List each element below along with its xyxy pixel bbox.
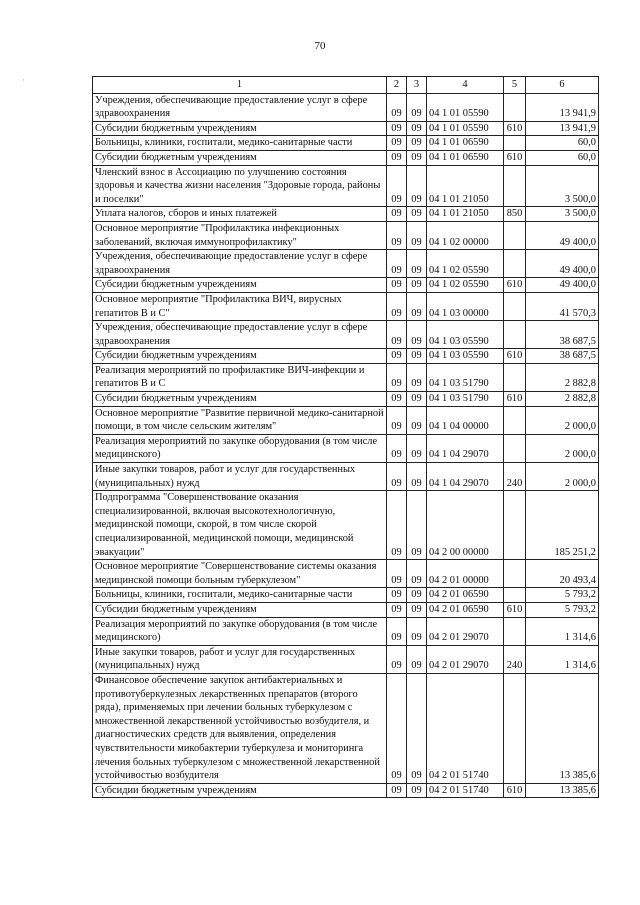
row-subsection-cell: 09 <box>407 363 427 391</box>
row-subsection-cell: 09 <box>407 250 427 278</box>
row-expense-type-cell <box>504 321 526 349</box>
row-target-article-cell: 04 2 01 51740 <box>427 673 504 783</box>
row-section-cell: 09 <box>387 165 407 207</box>
row-amount-cell: 13 385,6 <box>526 783 599 798</box>
row-target-article-cell: 04 2 01 29070 <box>427 645 504 673</box>
row-subsection-cell: 09 <box>407 645 427 673</box>
row-target-article-cell: 04 2 00 00000 <box>427 491 504 560</box>
table-row <box>93 645 599 673</box>
page-number: 70 <box>314 40 326 52</box>
table-row <box>93 278 599 293</box>
table-row <box>93 207 599 222</box>
table-row <box>93 783 599 798</box>
row-expense-type-cell <box>504 434 526 462</box>
row-expense-type-cell <box>504 292 526 320</box>
row-section-cell: 09 <box>387 349 407 364</box>
row-expense-type-cell: 610 <box>504 392 526 407</box>
row-amount-cell: 60,0 <box>526 150 599 165</box>
row-target-article-cell: 04 1 01 06590 <box>427 150 504 165</box>
row-subsection-cell: 09 <box>407 93 427 121</box>
row-target-article-cell: 04 2 01 06590 <box>427 588 504 603</box>
row-target-article-cell: 04 1 01 21050 <box>427 207 504 222</box>
row-amount-cell: 2 882,8 <box>526 392 599 407</box>
row-subsection-cell: 09 <box>407 434 427 462</box>
row-target-article-cell: 04 2 01 51740 <box>427 783 504 798</box>
row-section-cell: 09 <box>387 588 407 603</box>
row-amount-cell: 2 000,0 <box>526 406 599 434</box>
table-row <box>93 463 599 491</box>
row-expense-type-cell <box>504 250 526 278</box>
table-row <box>93 349 599 364</box>
row-name-cell: Учреждения, обеспечивающие предоставление услуг в сфере здравоохранения <box>93 93 387 121</box>
header-cell-3: 3 <box>407 77 427 94</box>
row-target-article-cell: 04 1 01 05590 <box>427 121 504 136</box>
row-name-cell: Членский взнос в Ассоциацию по улучшению состояния здоровья и качества жизни населения "Здоровые города, районы и поселки" <box>93 165 387 207</box>
row-name-cell: Субсидии бюджетным учреждениям <box>93 783 387 798</box>
table-row <box>93 136 599 151</box>
row-name-cell: Подпрограмма "Совершенствование оказания специализированной, включая высокотехнологичную, медицинской помощи, скорой, в том числе скорой специализированной, медицинской помощи, медицинской эвакуации" <box>93 491 387 560</box>
row-subsection-cell: 09 <box>407 321 427 349</box>
row-amount-cell: 5 793,2 <box>526 602 599 617</box>
row-amount-cell: 60,0 <box>526 136 599 151</box>
table-row <box>93 121 599 136</box>
row-section-cell: 09 <box>387 645 407 673</box>
row-target-article-cell: 04 1 02 05590 <box>427 250 504 278</box>
row-expense-type-cell: 610 <box>504 121 526 136</box>
row-target-article-cell: 04 2 01 29070 <box>427 617 504 645</box>
row-target-article-cell: 04 1 04 29070 <box>427 463 504 491</box>
row-name-cell: Основное мероприятие "Профилактика ВИЧ, вирусных гепатитов В и С" <box>93 292 387 320</box>
row-subsection-cell: 09 <box>407 278 427 293</box>
row-target-article-cell: 04 1 04 00000 <box>427 406 504 434</box>
row-section-cell: 09 <box>387 150 407 165</box>
row-amount-cell: 49 400,0 <box>526 250 599 278</box>
row-amount-cell: 49 400,0 <box>526 221 599 249</box>
table-row <box>93 165 599 207</box>
row-section-cell: 09 <box>387 292 407 320</box>
row-section-cell: 09 <box>387 617 407 645</box>
row-section-cell: 09 <box>387 250 407 278</box>
row-subsection-cell: 09 <box>407 150 427 165</box>
row-amount-cell: 38 687,5 <box>526 321 599 349</box>
row-expense-type-cell: 240 <box>504 645 526 673</box>
row-expense-type-cell: 610 <box>504 783 526 798</box>
row-section-cell: 09 <box>387 673 407 783</box>
row-expense-type-cell <box>504 93 526 121</box>
row-amount-cell: 2 000,0 <box>526 463 599 491</box>
row-name-cell: Учреждения, обеспечивающие предоставление услуг в сфере здравоохранения <box>93 321 387 349</box>
row-section-cell: 09 <box>387 406 407 434</box>
row-expense-type-cell <box>504 221 526 249</box>
row-amount-cell: 38 687,5 <box>526 349 599 364</box>
table-row <box>93 602 599 617</box>
table-row <box>93 93 599 121</box>
row-subsection-cell: 09 <box>407 121 427 136</box>
row-subsection-cell: 09 <box>407 406 427 434</box>
row-amount-cell: 5 793,2 <box>526 588 599 603</box>
margin-mark: · <box>22 75 25 85</box>
row-target-article-cell: 04 2 01 06590 <box>427 602 504 617</box>
row-section-cell: 09 <box>387 602 407 617</box>
row-target-article-cell: 04 1 03 05590 <box>427 349 504 364</box>
row-section-cell: 09 <box>387 463 407 491</box>
row-subsection-cell: 09 <box>407 783 427 798</box>
row-name-cell: Субсидии бюджетным учреждениям <box>93 602 387 617</box>
row-amount-cell: 49 400,0 <box>526 278 599 293</box>
row-expense-type-cell <box>504 491 526 560</box>
row-section-cell: 09 <box>387 221 407 249</box>
table-row <box>93 588 599 603</box>
row-target-article-cell: 04 1 01 21050 <box>427 165 504 207</box>
header-cell-6: 6 <box>526 77 599 94</box>
row-name-cell: Основное мероприятие "Развитие первичной медико-санитарной помощи, в том числе сельским жителям" <box>93 406 387 434</box>
row-name-cell: Реализация мероприятий по закупке оборудования (в том числе медицинского) <box>93 617 387 645</box>
row-section-cell: 09 <box>387 278 407 293</box>
table-row <box>93 392 599 407</box>
header-cell-5: 5 <box>504 77 526 94</box>
row-name-cell: Субсидии бюджетным учреждениям <box>93 121 387 136</box>
row-amount-cell: 3 500,0 <box>526 207 599 222</box>
row-subsection-cell: 09 <box>407 588 427 603</box>
row-name-cell: Иные закупки товаров, работ и услуг для государственных (муниципальных) нужд <box>93 645 387 673</box>
row-subsection-cell: 09 <box>407 560 427 588</box>
row-subsection-cell: 09 <box>407 617 427 645</box>
row-amount-cell: 2 882,8 <box>526 363 599 391</box>
table-row <box>93 150 599 165</box>
row-name-cell: Иные закупки товаров, работ и услуг для государственных (муниципальных) нужд <box>93 463 387 491</box>
row-target-article-cell: 04 2 01 00000 <box>427 560 504 588</box>
row-amount-cell: 3 500,0 <box>526 165 599 207</box>
header-cell-1: 1 <box>93 77 387 94</box>
row-section-cell: 09 <box>387 560 407 588</box>
row-section-cell: 09 <box>387 121 407 136</box>
row-subsection-cell: 09 <box>407 392 427 407</box>
row-section-cell: 09 <box>387 93 407 121</box>
table-row <box>93 292 599 320</box>
row-section-cell: 09 <box>387 363 407 391</box>
table-row <box>93 434 599 462</box>
row-section-cell: 09 <box>387 207 407 222</box>
table-row <box>93 617 599 645</box>
table-row <box>93 491 599 560</box>
row-target-article-cell: 04 1 04 29070 <box>427 434 504 462</box>
row-subsection-cell: 09 <box>407 207 427 222</box>
row-section-cell: 09 <box>387 321 407 349</box>
table-row <box>93 250 599 278</box>
row-expense-type-cell: 610 <box>504 349 526 364</box>
row-subsection-cell: 09 <box>407 221 427 249</box>
row-expense-type-cell <box>504 136 526 151</box>
row-amount-cell: 41 570,3 <box>526 292 599 320</box>
row-name-cell: Субсидии бюджетным учреждениям <box>93 150 387 165</box>
row-target-article-cell: 04 1 03 05590 <box>427 321 504 349</box>
row-expense-type-cell <box>504 165 526 207</box>
row-name-cell: Учреждения, обеспечивающие предоставление услуг в сфере здравоохранения <box>93 250 387 278</box>
row-subsection-cell: 09 <box>407 463 427 491</box>
row-target-article-cell: 04 1 01 06590 <box>427 136 504 151</box>
row-name-cell: Больницы, клиники, госпитали, медико-санитарные части <box>93 588 387 603</box>
row-amount-cell: 1 314,6 <box>526 617 599 645</box>
table-row <box>93 673 599 783</box>
row-name-cell: Финансовое обеспечение закупок антибактериальных и противотуберкулезных лекарственных препаратов (второго ряда), применяемых при лечении больных туберкулезом с множественной лекарственной устойчивостью возбудителя, и диагностических средств для выявления, определения чувствительности микобактерии туберкулеза и мониторинга лечения больных туберкулезом с множественной лекарственной устойчивостью возбудителя <box>93 673 387 783</box>
header-cell-4: 4 <box>427 77 504 94</box>
row-section-cell: 09 <box>387 783 407 798</box>
row-amount-cell: 13 941,9 <box>526 121 599 136</box>
row-amount-cell: 2 000,0 <box>526 434 599 462</box>
row-name-cell: Больницы, клиники, госпитали, медико-санитарные части <box>93 136 387 151</box>
row-name-cell: Основное мероприятие "Профилактика инфекционных заболеваний, включая иммунопрофилактику" <box>93 221 387 249</box>
row-target-article-cell: 04 1 02 00000 <box>427 221 504 249</box>
table-row <box>93 221 599 249</box>
header-row <box>93 77 599 94</box>
row-section-cell: 09 <box>387 392 407 407</box>
row-name-cell: Субсидии бюджетным учреждениям <box>93 392 387 407</box>
row-amount-cell: 13 385,6 <box>526 673 599 783</box>
row-expense-type-cell: 850 <box>504 207 526 222</box>
row-name-cell: Уплата налогов, сборов и иных платежей <box>93 207 387 222</box>
table-row <box>93 560 599 588</box>
row-target-article-cell: 04 1 03 51790 <box>427 363 504 391</box>
row-amount-cell: 1 314,6 <box>526 645 599 673</box>
row-target-article-cell: 04 1 03 51790 <box>427 392 504 407</box>
row-section-cell: 09 <box>387 434 407 462</box>
row-section-cell: 09 <box>387 136 407 151</box>
row-name-cell: Субсидии бюджетным учреждениям <box>93 349 387 364</box>
table-row <box>93 406 599 434</box>
row-amount-cell: 185 251,2 <box>526 491 599 560</box>
row-section-cell: 09 <box>387 491 407 560</box>
row-expense-type-cell <box>504 560 526 588</box>
row-expense-type-cell <box>504 588 526 603</box>
row-expense-type-cell: 610 <box>504 602 526 617</box>
table-body <box>93 93 599 798</box>
row-subsection-cell: 09 <box>407 136 427 151</box>
row-expense-type-cell: 240 <box>504 463 526 491</box>
row-subsection-cell: 09 <box>407 491 427 560</box>
row-name-cell: Реализация мероприятий по закупке оборудования (в том числе медицинского) <box>93 434 387 462</box>
row-subsection-cell: 09 <box>407 349 427 364</box>
table-row <box>93 321 599 349</box>
row-subsection-cell: 09 <box>407 602 427 617</box>
row-subsection-cell: 09 <box>407 673 427 783</box>
row-name-cell: Субсидии бюджетным учреждениям <box>93 278 387 293</box>
row-target-article-cell: 04 1 03 00000 <box>427 292 504 320</box>
row-name-cell: Основное мероприятие "Совершенствование системы оказания медицинской помощи больным туберкулезом" <box>93 560 387 588</box>
row-expense-type-cell: 610 <box>504 278 526 293</box>
budget-table <box>92 76 599 798</box>
row-subsection-cell: 09 <box>407 292 427 320</box>
row-expense-type-cell: 610 <box>504 150 526 165</box>
row-amount-cell: 20 493,4 <box>526 560 599 588</box>
row-expense-type-cell <box>504 617 526 645</box>
row-name-cell: Реализация мероприятий по профилактике ВИЧ-инфекции и гепатитов В и С <box>93 363 387 391</box>
row-target-article-cell: 04 1 02 05590 <box>427 278 504 293</box>
row-subsection-cell: 09 <box>407 165 427 207</box>
table-row <box>93 363 599 391</box>
row-expense-type-cell <box>504 673 526 783</box>
header-cell-2: 2 <box>387 77 407 94</box>
row-expense-type-cell <box>504 363 526 391</box>
row-target-article-cell: 04 1 01 05590 <box>427 93 504 121</box>
row-amount-cell: 13 941,9 <box>526 93 599 121</box>
row-expense-type-cell <box>504 406 526 434</box>
